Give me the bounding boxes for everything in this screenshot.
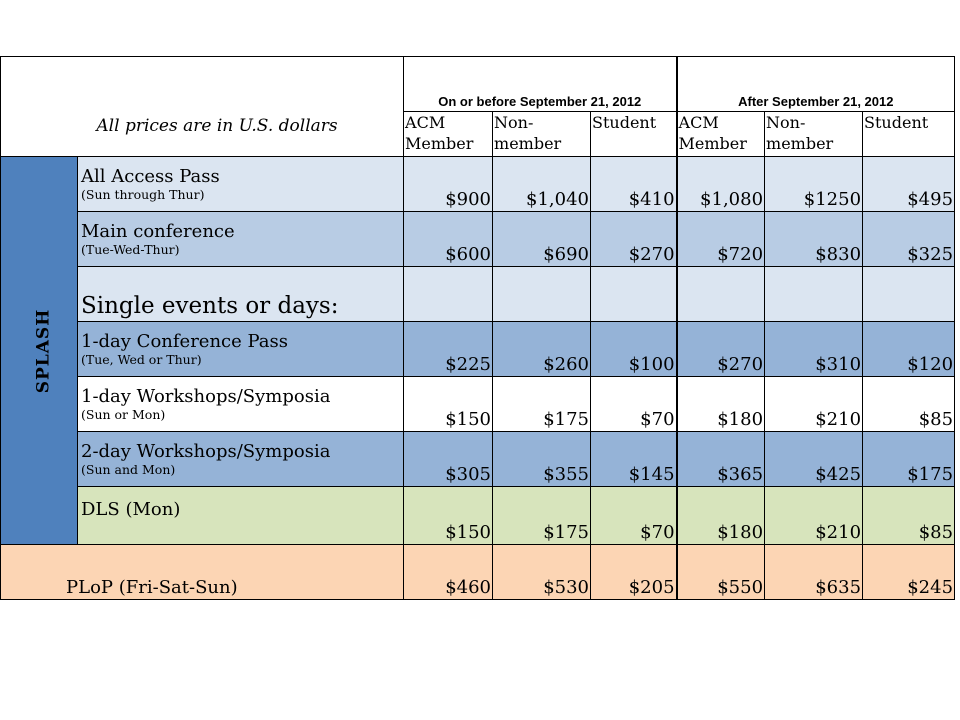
price-cell: $830 xyxy=(765,212,863,267)
registration-price-table xyxy=(0,56,955,600)
row-label-cell xyxy=(78,212,404,267)
price-cell xyxy=(677,267,765,322)
table-row xyxy=(1,157,955,212)
table-row xyxy=(1,212,955,267)
price-cell: $325 xyxy=(863,212,955,267)
row-label-cell xyxy=(78,322,404,377)
table-row xyxy=(1,377,955,432)
price-cell: $495 xyxy=(863,157,955,212)
table-row xyxy=(1,432,955,487)
column-header xyxy=(863,112,955,157)
price-cell: $1,080 xyxy=(677,157,765,212)
price-cell: $550 xyxy=(677,545,765,600)
price-cell: $530 xyxy=(493,545,591,600)
price-cell: $720 xyxy=(677,212,765,267)
price-cell: $70 xyxy=(591,377,677,432)
row-label: 1-day Conference Pass xyxy=(81,331,289,352)
price-cell: $1,040 xyxy=(493,157,591,212)
price-cell: $175 xyxy=(493,487,591,545)
price-cell: $635 xyxy=(765,545,863,600)
row-sublabel: (Sun or Mon) xyxy=(81,407,166,422)
price-cell: $355 xyxy=(493,432,591,487)
period-late-header: After September 21, 2012 xyxy=(677,57,955,112)
row-sublabel: (Sun and Mon) xyxy=(81,462,176,477)
currency-note: All prices are in U.S. dollars xyxy=(1,57,404,157)
price-cell: $120 xyxy=(863,322,955,377)
table-row xyxy=(1,545,955,600)
price-cell xyxy=(404,267,493,322)
price-cell xyxy=(863,267,955,322)
price-cell: $260 xyxy=(493,322,591,377)
price-cell: $410 xyxy=(591,157,677,212)
price-cell: $1250 xyxy=(765,157,863,212)
price-cell: $270 xyxy=(677,322,765,377)
column-header-line: Student xyxy=(592,113,657,132)
price-cell xyxy=(493,267,591,322)
column-header-line: Member xyxy=(678,134,747,153)
column-header-line: Non- xyxy=(766,113,806,132)
column-header-line: Member xyxy=(405,134,474,153)
price-cell xyxy=(765,267,863,322)
price-cell xyxy=(591,267,677,322)
price-cell: $310 xyxy=(765,322,863,377)
price-cell: $460 xyxy=(404,545,493,600)
row-label-cell xyxy=(78,267,404,322)
row-label-cell xyxy=(78,377,404,432)
row-label: PLoP (Fri-Sat-Sun) xyxy=(1,545,404,600)
price-cell: $270 xyxy=(591,212,677,267)
row-label-cell xyxy=(78,487,404,545)
price-cell: $150 xyxy=(404,377,493,432)
column-header-line: member xyxy=(766,134,834,153)
table-row xyxy=(1,487,955,545)
price-cell: $210 xyxy=(765,377,863,432)
column-header-line: Non- xyxy=(494,113,534,132)
column-header-line: ACM xyxy=(678,113,719,132)
splash-group-label xyxy=(1,157,78,545)
column-header xyxy=(493,112,591,157)
column-header xyxy=(404,112,493,157)
price-cell: $100 xyxy=(591,322,677,377)
row-label: DLS (Mon) xyxy=(81,499,181,520)
price-cell: $205 xyxy=(591,545,677,600)
column-header xyxy=(591,112,677,157)
price-cell: $900 xyxy=(404,157,493,212)
price-cell: $175 xyxy=(493,377,591,432)
column-header xyxy=(765,112,863,157)
price-cell: $150 xyxy=(404,487,493,545)
price-cell: $85 xyxy=(863,377,955,432)
row-label: 1-day Workshops/Symposia xyxy=(81,386,331,407)
row-sublabel: (Tue, Wed or Thur) xyxy=(81,352,202,367)
row-sublabel: (Tue-Wed-Thur) xyxy=(81,242,180,257)
price-cell: $85 xyxy=(863,487,955,545)
price-cell: $305 xyxy=(404,432,493,487)
price-cell: $245 xyxy=(863,545,955,600)
price-cell: $600 xyxy=(404,212,493,267)
price-cell: $180 xyxy=(677,487,765,545)
price-cell: $225 xyxy=(404,322,493,377)
price-cell: $145 xyxy=(591,432,677,487)
column-header-line: Student xyxy=(864,113,929,132)
row-label: 2-day Workshops/Symposia xyxy=(81,441,331,462)
period-early-header: On or before September 21, 2012 xyxy=(404,57,677,112)
price-cell: $690 xyxy=(493,212,591,267)
price-cell: $365 xyxy=(677,432,765,487)
price-cell: $70 xyxy=(591,487,677,545)
price-cell: $175 xyxy=(863,432,955,487)
column-header-line: ACM xyxy=(405,113,446,132)
row-sublabel: (Sun through Thur) xyxy=(81,187,205,202)
price-cell: $210 xyxy=(765,487,863,545)
table-row xyxy=(1,322,955,377)
row-label: Main conference xyxy=(81,221,235,242)
column-header xyxy=(677,112,765,157)
row-label: Single events or days: xyxy=(81,293,339,319)
row-label: All Access Pass xyxy=(81,166,220,187)
table-row xyxy=(1,267,955,322)
row-label-cell xyxy=(78,432,404,487)
price-cell: $425 xyxy=(765,432,863,487)
row-label-cell xyxy=(78,157,404,212)
price-cell: $180 xyxy=(677,377,765,432)
splash-label-text: SPLASH xyxy=(33,308,54,393)
column-header-line: member xyxy=(494,134,562,153)
